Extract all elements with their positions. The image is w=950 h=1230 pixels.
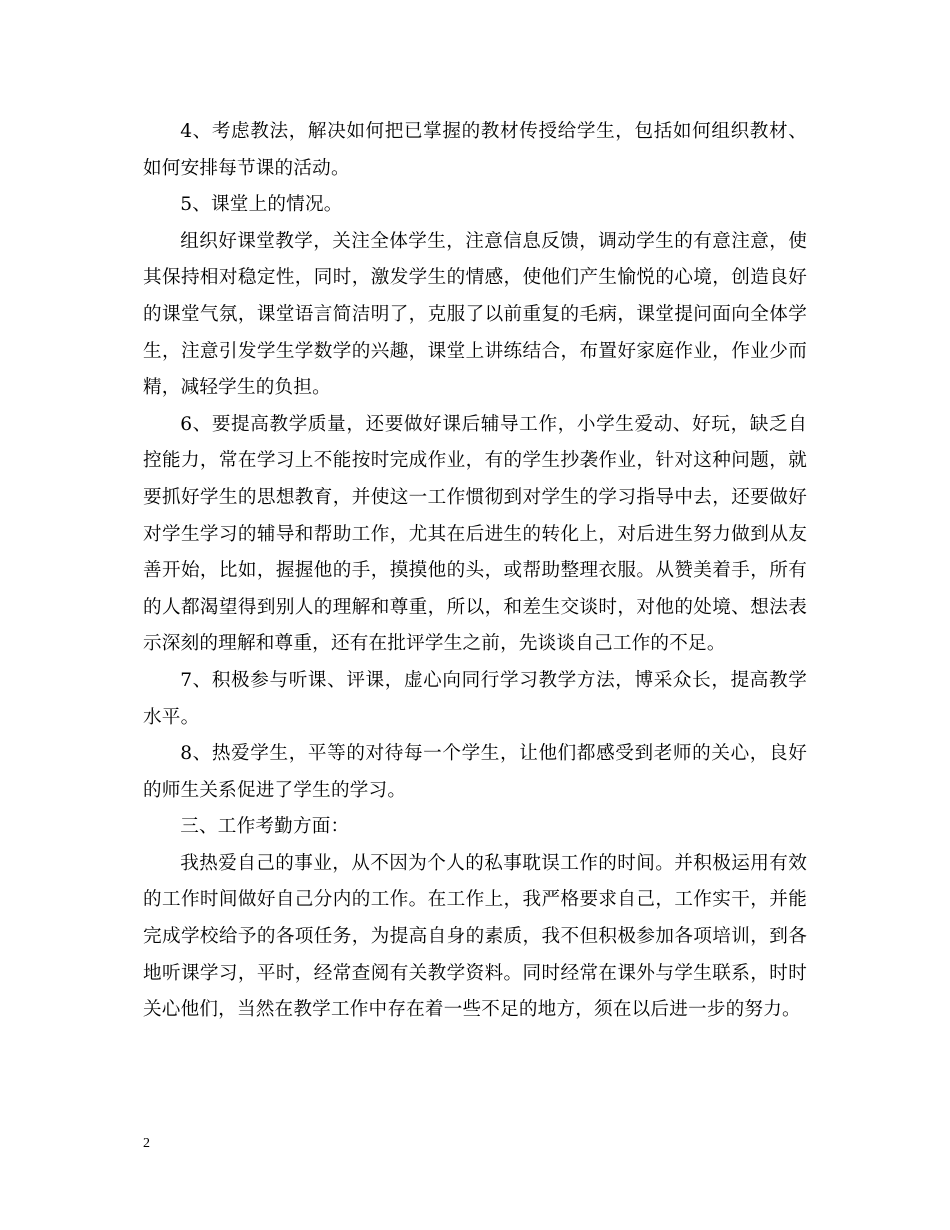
paragraph-classroom-teaching: 组织好课堂教学，关注全体学生，注意信息反馈，调动学生的有意注意，使其保持相对稳定性，同时，激发学生的情感，使他们产生愉悦的心境，创造良好的课堂气氛，课堂语言简洁明了，克服了以前重复的毛病，课堂提问面向全体学生，注意引发学生学数学的兴趣，课堂上讲练结合，布置好家庭作业，作业少而精，减轻学生的负担。 [143,230,807,399]
page-number: 2 [143,1136,150,1151]
paragraph-item-6: 6、要提高教学质量，还要做好课后辅导工作，小学生爱动、好玩，缺乏自控能力，常在学习上不能按时完成作业，有的学生抄袭作业，针对这种问题，就要抓好学生的思想教育，并使这一工作惯彻到对学生的学习指导中去，还要做好对学生学习的辅导和帮助工作，尤其在后进生的转化上，对后进生努力做到从友善开始，比如，握握他的手，摸摸他的头，或帮助整理衣服。从赞美着手，所有的人都渴望得到别人的理解和尊重，所以，和差生交谈时，对他的处境、想法表示深刻的理解和尊重，还有在批评学生之前，先谈谈自己工作的不足。 [143,413,807,655]
section-heading-attendance: 三、工作考勤方面： [180,816,350,838]
paragraph-item-7: 7、积极参与听课、评课，虚心向同行学习教学方法，博采众长，提高教学水平。 [143,669,807,728]
paragraph-item-4: 4、考虑教法，解决如何把已掌握的教材传授给学生，包括如何组织教材、如何安排每节课的活动。 [143,121,807,179]
paragraph-attendance: 我热爱自己的事业，从不因为个人的私事耽误工作的时间。并积极运用有效的工作时间做好自己分内的工作。在工作上，我严格要求自己，工作实干，并能完成学校给予的各项任务，为提高自身的素质，我不但积极参加各项培训，到各地听课学习，平时，经常查阅有关教学资料。同时经常在课外与学生联系，时时关心他们，当然在教学工作中存在着一些不足的地方，须在以后进一步的努力。 [143,852,807,1021]
document-body [143,114,807,1029]
paragraph-item-8: 8、热爱学生，平等的对待每一个学生，让他们都感受到老师的关心，良好的师生关系促进了学生的学习。 [143,743,807,801]
paragraph-item-5: 5、课堂上的情况。 [180,194,343,216]
